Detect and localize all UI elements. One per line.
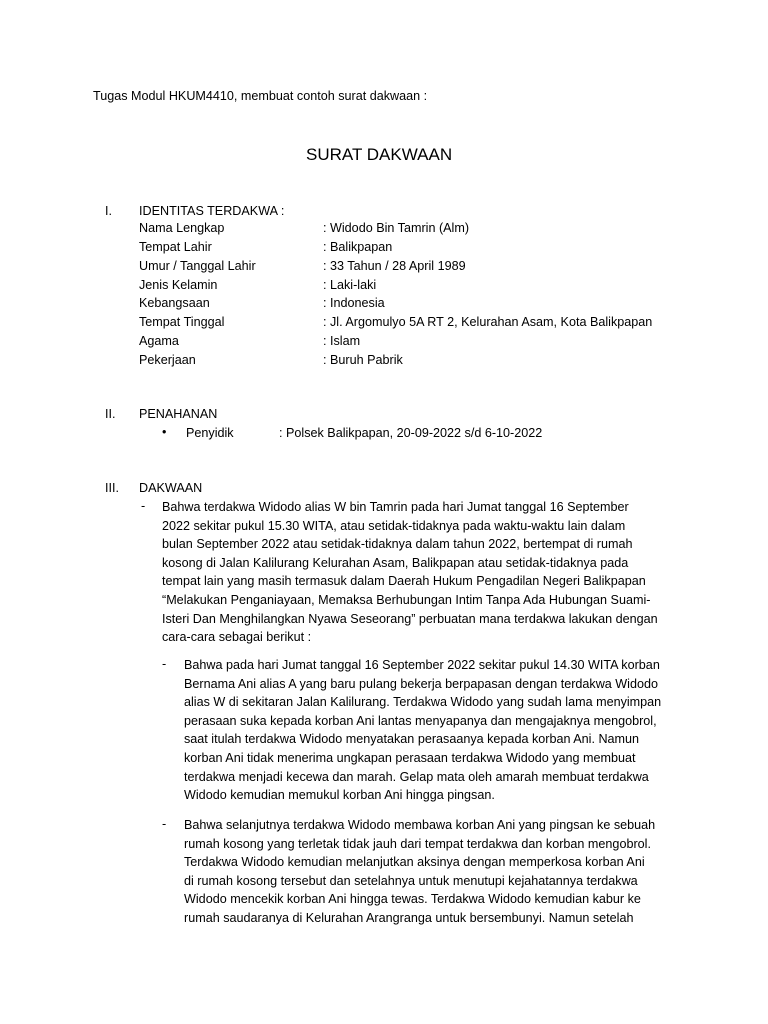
identity-value: : Buruh Pabrik [323, 353, 403, 367]
paragraph-line: Widodo kemudian memukul korban Ani hingga pingsan. [184, 788, 495, 803]
detention-label: Penyidik [186, 426, 234, 440]
identity-label: Nama Lengkap [139, 221, 225, 235]
document-title: SURAT DAKWAAN [306, 145, 453, 164]
paragraph-line: di rumah kosong tersebut dan setelahnya untuk menutupi kejahatannya terdakwa [184, 873, 638, 888]
paragraph-line: bulan September 2022 atau setidak-tidaknya dalam tahun 2022, bertempat di rumah [162, 537, 633, 552]
identity-label: Kebangsaan [139, 296, 210, 310]
identity-value: : Laki-laki [323, 278, 377, 292]
section-3-heading: DAKWAAN [139, 481, 203, 495]
paragraph-line: Bahwa terdakwa Widodo alias W bin Tamrin pada hari Jumat tanggal 16 September [162, 500, 629, 514]
dash-marker: - [162, 657, 167, 671]
bullet-icon: • [162, 425, 167, 439]
identity-value: : Islam [323, 334, 361, 348]
paragraph-line: Isteri Dan Menghilangkan Nyawa Seseorang” perbuatan mana terdakwa lakukan dengan [162, 611, 658, 626]
indictment-paragraph [162, 498, 658, 647]
paragraph-line: Bernama Ani alias A yang baru pulang bekerja berpapasan dengan terdakwa Widodo [184, 676, 658, 691]
paragraph-line: 2022 sekitar pukul 15.30 WITA, atau setidak-tidaknya pada waktu-waktu lain dalam [162, 518, 626, 533]
paragraph-line: Bahwa pada hari Jumat tanggal 16 September 2022 sekitar pukul 14.30 WITA korban [184, 658, 660, 672]
section-1-number: I. [105, 204, 112, 218]
paragraph-line: alias W di sekitaran Jalan Kalilurang. Terdakwa Widodo yang sudah lama menyimpan [184, 695, 662, 710]
detention-value: : Polsek Balikpapan, 20-09-2022 s/d 6-10-2022 [279, 426, 543, 440]
section-2-heading: PENAHANAN [139, 407, 218, 421]
identity-value: : Jl. Argomulyo 5A RT 2, Kelurahan Asam, Kota Balikpapan [323, 315, 653, 329]
identity-value: : Indonesia [323, 296, 385, 310]
chronology-paragraph-1 [184, 656, 661, 805]
identity-value: : Balikpapan [323, 240, 393, 254]
paragraph-line: Widodo mencekik korban Ani hingga tewas. Terdakwa Widodo kemudian kabur ke [184, 892, 641, 907]
paragraph-line: kosong di Jalan Kalilurang Kelurahan Asam, Balikpapan atau setidak-tidaknya pada [162, 555, 629, 570]
identity-value: : Widodo Bin Tamrin (Alm) [323, 221, 470, 235]
paragraph-line: saat itulah terdakwa Widodo menyatakan perasaanya kepada korban Ani. Namun [184, 732, 640, 747]
paragraph-line: cara-cara sebagai berikut : [162, 630, 312, 645]
chronology-paragraph-2 [184, 816, 655, 928]
identity-label: Tempat Lahir [139, 240, 212, 254]
paragraph-line: rumah saudaranya di Kelurahan Arangranga untuk bersembunyi. Namun setelah [184, 910, 634, 925]
paragraph-line: perasaan suka kepada korban Ani lantas menyapanya dan mengajaknya mengobrol, [184, 713, 657, 728]
paragraph-line: tempat lain yang masih termasuk dalam Daerah Hukum Pengadilan Negeri Balikpapan [162, 574, 646, 589]
section-1-heading: IDENTITAS TERDAKWA : [139, 204, 285, 218]
identity-label: Tempat Tinggal [139, 315, 225, 329]
header-note: Tugas Modul HKUM4410, membuat contoh surat dakwaan : [93, 89, 428, 103]
section-2-number: II. [105, 407, 116, 421]
identity-label: Umur / Tanggal Lahir [139, 259, 256, 273]
paragraph-line: korban Ani tidak menerima ungkapan perasaan terdakwa Widodo yang membuat [184, 750, 636, 765]
identity-label: Pekerjaan [139, 353, 196, 367]
paragraph-line: terdakwa menjadi kecewa dan marah. Gelap mata oleh amarah membuat terdakwa [184, 769, 649, 784]
paragraph-line: Bahwa selanjutnya terdakwa Widodo membawa korban Ani yang pingsan ke sebuah [184, 818, 656, 832]
paragraph-line: “Melakukan Penganiayaan, Memaksa Berhubungan Intim Tanpa Ada Hubungan Suami- [162, 592, 651, 607]
dash-marker: - [141, 499, 146, 513]
identity-label: Agama [139, 334, 179, 348]
identity-value: : 33 Tahun / 28 April 1989 [323, 259, 466, 273]
identity-label: Jenis Kelamin [139, 278, 218, 292]
paragraph-line: rumah kosong yang terletak tidak jauh dari tempat terdakwa dan korban mengobrol. [184, 836, 651, 851]
section-3-number: III. [105, 481, 119, 495]
paragraph-line: Terdakwa Widodo kemudian melanjutkan aksinya dengan memperkosa korban Ani [184, 855, 645, 870]
dash-marker: - [162, 817, 167, 831]
